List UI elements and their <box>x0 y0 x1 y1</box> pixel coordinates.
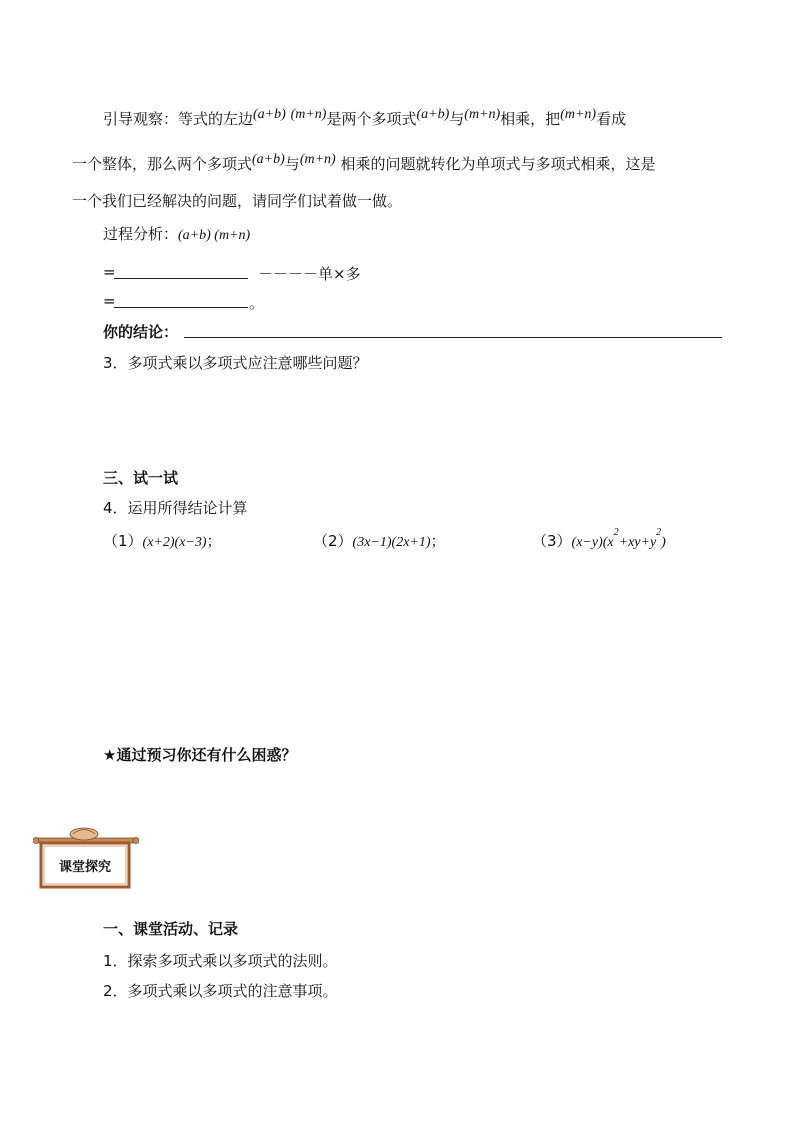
expr-a-plus-b: (a+b) <box>252 152 285 167</box>
problem-expr <box>571 527 666 550</box>
problem-label: （2） <box>313 532 353 550</box>
punct: ； <box>206 532 222 550</box>
equals-sign: = <box>103 292 116 310</box>
expr-m-plus-n: (m+n) <box>290 107 327 122</box>
text: 是两个多项式 <box>326 110 417 128</box>
class-section-title: 一、课堂活动、记录 <box>103 920 239 938</box>
equals-sign: = <box>103 263 116 281</box>
process-note: －－－－单×多 <box>258 265 361 283</box>
process-expr: (a+b) (m+n) <box>178 228 251 243</box>
process-end: 。 <box>249 294 265 312</box>
answer-blank-1[interactable] <box>114 278 248 279</box>
section-badge <box>33 826 139 890</box>
text: 一个整体，那么两个多项式 <box>72 155 253 173</box>
para1-line1 <box>103 108 626 129</box>
expr-part: (x−y)(x <box>571 535 614 550</box>
answer-blank-2[interactable] <box>114 307 248 308</box>
section-3-title: 三、试一试 <box>103 469 179 487</box>
process-label: 过程分析： <box>103 225 179 243</box>
text: 引导观察：等式的左边 <box>103 110 254 128</box>
question-4: 4．运用所得结论计算 <box>103 499 248 517</box>
problem-label: （1） <box>103 532 143 550</box>
para1-line3: 一个我们已经解决的问题，请同学们试着做一做。 <box>72 192 403 210</box>
problem-label: （3） <box>532 532 572 550</box>
process-line <box>103 223 250 244</box>
text: 相乘，把 <box>500 110 561 128</box>
badge-label: 课堂探究 <box>58 860 111 875</box>
text: 相乘的问题就转化为单项式与多项式相乘，这是 <box>340 155 656 173</box>
expr-m-plus-n: (m+n) <box>560 107 597 122</box>
exponent: 2 <box>613 527 619 538</box>
conclusion-label: 你的结论： <box>103 323 179 341</box>
problem-expr: (x+2)(x−3) <box>142 535 207 550</box>
text: 看成 <box>596 110 627 128</box>
expr-m-plus-n: (m+n) <box>299 152 336 167</box>
class-item-2: 2．多项式乘以多项式的注意事项。 <box>103 982 338 1000</box>
expr-part: +xy+y <box>618 535 657 550</box>
expr-a-plus-b: (a+b) <box>416 107 450 122</box>
problem-3 <box>532 527 666 551</box>
problem-expr: (3x−1)(2x+1) <box>352 535 431 550</box>
class-item-1: 1．探索多项式乘以多项式的法则。 <box>103 952 338 970</box>
expr-part: ) <box>661 535 666 550</box>
exponent: 2 <box>656 527 662 538</box>
punct: ； <box>430 532 446 550</box>
text: 与 <box>449 110 465 128</box>
expr-a-plus-b: (a+b) <box>253 107 286 122</box>
problem-1 <box>103 530 222 551</box>
para1-line2 <box>72 153 656 174</box>
question-3: 3．多项式乘以多项式应注意哪些问题？ <box>103 354 368 372</box>
problem-2 <box>313 530 446 551</box>
expr-m-plus-n: (m+n) <box>464 107 501 122</box>
doubt-prompt: ★通过预习你还有什么困惑？ <box>103 746 297 764</box>
conclusion-blank[interactable] <box>184 337 722 338</box>
text: 与 <box>284 155 300 173</box>
